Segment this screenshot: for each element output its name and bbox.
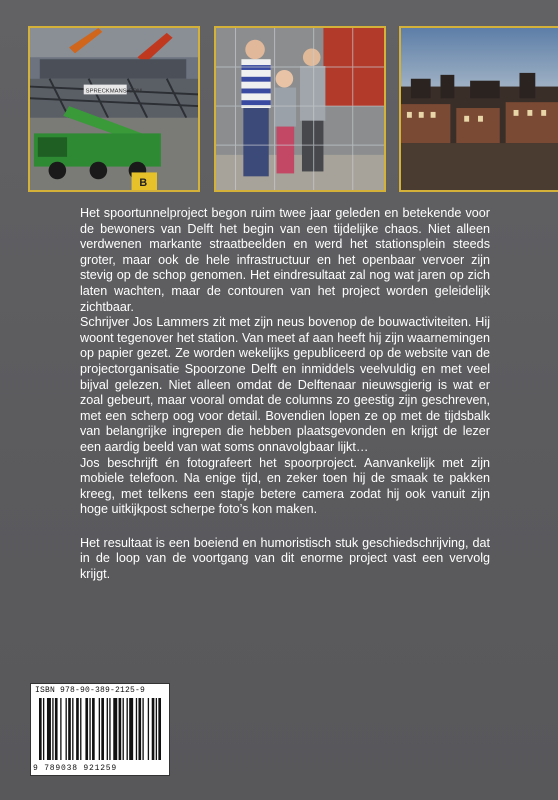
paragraph-2: Schrijver Jos Lammers zit met zijn neus bovenop de bouwactiviteiten. Hij woont tegenover het station. Van meet af aan heeft hij zijn waarnemingen op papier gezet. Ze worden wekelijks gepubliceerd op de website van de projectorganisatie Spoorzone Delft en inmiddels veelvuldig en met veel bijval gelezen. Niet alleen omdat de Delftenaar nieuwsgierig is wat er zoal gebeurt, maar vooral omdat de columns zo geestig zijn geschreven, met een scherp oog voor detail. Bovendien lopen ze op met de tijdsbalk van belangrijke ingrepen die hebben plaatsgevonden en krijgt de lezer een aardig beeld van wat soms onnavolgbaar lijkt… xyxy=(80,315,490,454)
barcode-bar xyxy=(123,698,124,760)
ean-digits: 9 789038 921259 xyxy=(33,764,118,773)
barcode-bar xyxy=(156,698,157,760)
barcode-bar xyxy=(127,698,128,760)
barcode-bar xyxy=(80,698,81,760)
photo-children-at-fence xyxy=(214,26,386,192)
barcode-bar xyxy=(89,698,90,760)
barcode-bar xyxy=(152,698,155,760)
barcode-bar xyxy=(109,698,110,760)
barcode-bar xyxy=(142,698,143,760)
barcode-bar xyxy=(101,698,104,760)
barcode-bar xyxy=(60,698,61,760)
barcode-bar xyxy=(68,698,71,760)
barcode-bar xyxy=(85,698,88,760)
barcode-bar xyxy=(113,698,117,760)
paragraph-4: Het resultaat is een boeiend en humoristisch stuk geschiedschrijving, dat in de loop van de voortgang van dit enorme project vast een vervolg krijgt. xyxy=(80,535,490,582)
isbn-label: ISBN 978-90-389-2125-9 xyxy=(35,686,146,695)
photo-city-skyline xyxy=(399,26,558,192)
barcode-bars xyxy=(39,698,161,760)
blurb-text xyxy=(80,206,490,583)
barcode-bar xyxy=(119,698,122,760)
barcode-bar xyxy=(158,698,161,760)
barcode-bar xyxy=(107,698,108,760)
barcode-bar xyxy=(66,698,67,760)
barcode-bar xyxy=(47,698,51,760)
barcode-bar xyxy=(39,698,42,760)
barcode-bar xyxy=(138,698,141,760)
barcode-bar xyxy=(92,698,95,760)
barcode-bar xyxy=(76,698,79,760)
barcode-bar xyxy=(136,698,137,760)
truck-text: SPRECKMANS.COM xyxy=(85,88,142,95)
barcode-bar xyxy=(43,698,44,760)
photo-strip xyxy=(28,26,558,196)
barcode-bar xyxy=(52,698,53,760)
construction-scene xyxy=(30,28,198,190)
sign-letter: B xyxy=(139,177,148,190)
photo-construction-site xyxy=(28,26,200,192)
paragraph-3: Jos beschrijft én fotografeert het spoorproject. Aanvankelijk met zijn mobiele telefoon. Na enige tijd, en zeker toen hij de smaak te pakken kreeg, met telkens een stapje betere camera zodat hij ook vanuit zijn hoge uitkijkpost scherpe foto’s kon maken. xyxy=(80,455,490,517)
skyline-scene xyxy=(401,28,558,190)
barcode-bar xyxy=(148,698,149,760)
barcode-bar xyxy=(99,698,100,760)
paragraph-1: Het spoortunnelproject begon ruim twee jaar geleden en betekende voor de bewoners van Delft het begin van een tijdelijke chaos. Niet alleen verdwenen markante straatbeelden en werd het stationsplein steeds groter, maar ook de hele infrastructuur en het openbaar vervoer zijn stevig op de schop genomen. Het eindresultaat zal nog wat jaren op zich laten wachten, maar de contouren van het project worden geleidelijk zichtbaar. xyxy=(80,206,490,314)
barcode-bar xyxy=(55,698,58,760)
isbn-barcode xyxy=(30,683,170,776)
barcode-bar xyxy=(129,698,133,760)
barcode-bar xyxy=(72,698,73,760)
children-scene xyxy=(216,28,384,190)
